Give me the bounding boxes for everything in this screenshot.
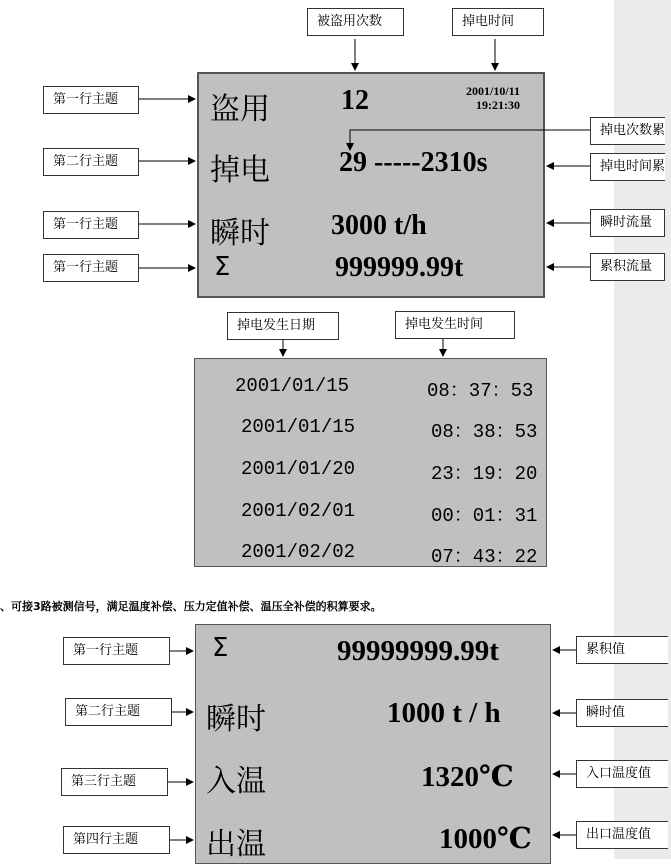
right-label-total-flow: 累积流量 xyxy=(590,253,665,281)
row1-date: 2001/10/11 xyxy=(465,84,520,98)
power-off-date-label: 掉电发生日期 xyxy=(227,312,339,340)
row1-time: 19:21:30 xyxy=(476,98,520,112)
log-date-4: 2001/02/01 xyxy=(241,500,356,522)
power-off-time-label: 掉电时间 xyxy=(452,8,544,36)
row2-value: 29 -----2310s xyxy=(339,147,488,178)
right-label-instant-flow: 瞬时流量 xyxy=(590,209,665,237)
right-label-power-off-time: 掉电时间累 xyxy=(590,153,665,181)
p3-row1-value: 99999999.99t xyxy=(337,635,499,667)
description-note: 、可接3路被测信号，满足温度补偿、压力定值补偿、温压全补偿的积算要求。 xyxy=(0,600,382,613)
p3-right-label-outlet-temp: 出口温度值 xyxy=(576,821,668,849)
log-date-2: 2001/01/15 xyxy=(241,416,356,438)
log-time-1: 08：37：53 xyxy=(427,380,534,402)
log-time-4: 00：01：31 xyxy=(431,505,538,527)
log-time-3: 23：19：20 xyxy=(431,463,538,485)
right-label-power-off-count: 掉电次数累 xyxy=(590,117,665,145)
p3-row3-title: 入温 xyxy=(206,764,266,799)
power-off-time-label-2: 掉电发生时间 xyxy=(395,311,515,339)
log-date-1: 2001/01/15 xyxy=(235,375,350,397)
p3-left-label-row3: 第三行主题 xyxy=(61,768,168,796)
row4-value: 999999.99t xyxy=(335,252,464,283)
p3-left-label-row1: 第一行主题 xyxy=(63,637,170,665)
p3-row1-sigma: Σ xyxy=(212,633,229,663)
row4-sigma: Σ xyxy=(214,252,231,282)
left-label-row1: 第一行主题 xyxy=(43,86,139,114)
left-label-row4: 第一行主题 xyxy=(43,254,139,282)
log-date-5: 2001/02/02 xyxy=(241,541,356,563)
p3-row3-value: 1320℃ xyxy=(421,761,514,793)
log-time-5: 07：43：22 xyxy=(431,546,538,568)
row1-value: 12 xyxy=(341,85,369,116)
p3-left-label-row4: 第四行主题 xyxy=(63,826,170,854)
stolen-count-label: 被盗用次数 xyxy=(307,8,404,36)
p3-right-label-inlet-temp: 入口温度值 xyxy=(576,760,668,788)
p3-row2-value: 1000 t / h xyxy=(387,697,501,729)
log-date-3: 2001/01/20 xyxy=(241,458,356,480)
row3-value: 3000 t/h xyxy=(331,210,427,241)
left-label-row2: 第二行主题 xyxy=(43,148,139,176)
p3-row4-title: 出温 xyxy=(206,827,266,862)
p3-row2-title: 瞬时 xyxy=(206,702,266,737)
log-time-2: 08：38：53 xyxy=(431,421,538,443)
row3-title: 瞬时 xyxy=(210,216,270,251)
p3-row4-value: 1000℃ xyxy=(439,823,532,855)
p3-left-label-row2: 第二行主题 xyxy=(65,698,172,726)
row1-title: 盗用 xyxy=(210,92,270,127)
row2-title: 掉电 xyxy=(210,153,270,188)
p3-right-label-total: 累积值 xyxy=(576,636,668,664)
left-label-row3: 第一行主题 xyxy=(43,211,139,239)
p3-right-label-instant: 瞬时值 xyxy=(576,699,668,727)
